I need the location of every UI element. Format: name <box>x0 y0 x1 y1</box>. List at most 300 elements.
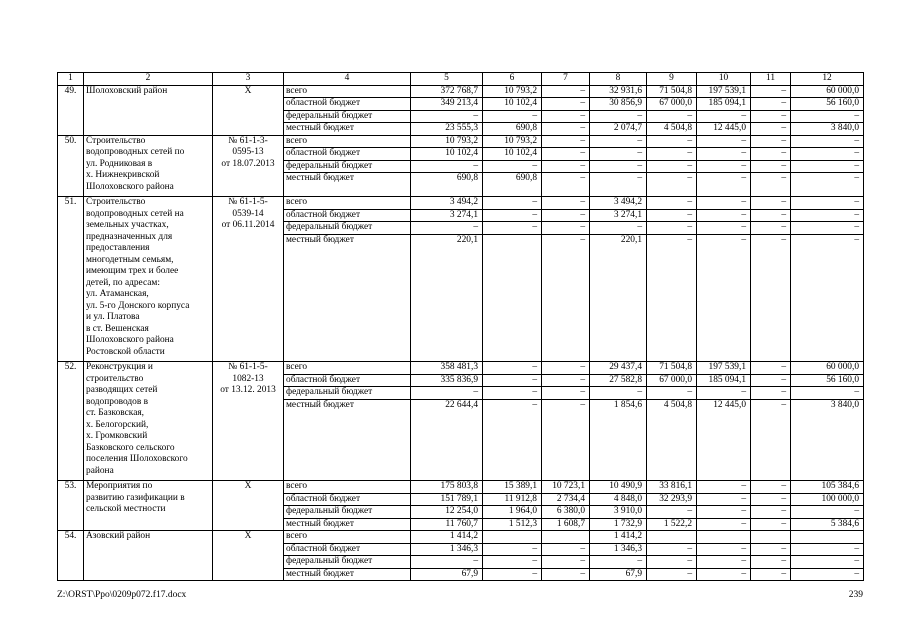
document-reference-line: № 61-1-5- <box>228 197 268 207</box>
amount-cell: 185 094,1 <box>697 98 751 111</box>
amount-cell: – <box>791 197 864 210</box>
amount-cell: – <box>590 135 647 148</box>
amount-cell: – <box>590 110 647 123</box>
amount-cell: 10 490,9 <box>590 481 647 494</box>
amount-cell: – <box>542 209 590 222</box>
table-row <box>58 135 864 148</box>
amount-cell: – <box>411 387 483 400</box>
amount-cell: – <box>791 148 864 161</box>
funding-source: областной бюджет <box>284 98 411 111</box>
amount-cell: 349 213,4 <box>411 98 483 111</box>
amount-cell: 6 380,0 <box>542 506 590 519</box>
amount-cell: – <box>751 209 791 222</box>
amount-cell: – <box>751 197 791 210</box>
amount-cell: 197 539,1 <box>697 362 751 375</box>
amount-cell: – <box>697 543 751 556</box>
amount-cell: – <box>483 362 542 375</box>
amount-cell: – <box>697 493 751 506</box>
column-number: 6 <box>483 73 542 86</box>
amount-cell: – <box>751 556 791 569</box>
amount-cell: – <box>647 173 697 197</box>
amount-cell <box>542 531 590 544</box>
item-name-line: Реконструкция и <box>86 362 153 372</box>
amount-cell: 33 816,1 <box>647 481 697 494</box>
amount-cell: 10 102,4 <box>411 148 483 161</box>
funding-source: областной бюджет <box>284 148 411 161</box>
amount-cell: – <box>751 518 791 531</box>
item-name <box>84 362 213 481</box>
amount-cell: 10 723,1 <box>542 481 590 494</box>
item-name-line: района <box>86 465 114 476</box>
funding-source: всего <box>284 481 411 494</box>
item-name <box>84 85 213 135</box>
table-row <box>58 85 864 98</box>
amount-cell: – <box>542 399 590 481</box>
amount-cell: – <box>483 374 542 387</box>
amount-cell: – <box>697 506 751 519</box>
document-reference <box>213 481 284 531</box>
amount-cell: 690,8 <box>483 123 542 136</box>
amount-cell: – <box>483 160 542 173</box>
amount-cell: – <box>411 556 483 569</box>
amount-cell: 1 608,7 <box>542 518 590 531</box>
amount-cell: – <box>647 222 697 235</box>
amount-cell: – <box>751 85 791 98</box>
amount-cell: – <box>751 222 791 235</box>
amount-cell: 60 000,0 <box>791 362 864 375</box>
item-name-line: детей, по адресам: <box>86 277 160 288</box>
amount-cell: 105 384,6 <box>791 481 864 494</box>
funding-source: областной бюджет <box>284 493 411 506</box>
amount-cell: – <box>647 209 697 222</box>
amount-cell: – <box>697 135 751 148</box>
amount-cell: 690,8 <box>411 173 483 197</box>
funding-source: всего <box>284 362 411 375</box>
item-name-line: Мероприятия по <box>86 481 153 491</box>
amount-cell: 3 494,2 <box>411 197 483 210</box>
document-reference <box>213 362 284 481</box>
item-name-line: ст. Базковская, <box>86 408 145 418</box>
amount-cell: – <box>542 148 590 161</box>
amount-cell: 151 789,1 <box>411 493 483 506</box>
item-name-line: х. Белогорский, <box>86 419 149 430</box>
amount-cell: – <box>751 173 791 197</box>
item-name-line: Строительство <box>86 135 146 146</box>
amount-cell: – <box>751 148 791 161</box>
amount-cell: – <box>751 110 791 123</box>
funding-source: всего <box>284 135 411 148</box>
item-name-line: х. Громковский <box>86 431 148 441</box>
funding-source: федеральный бюджет <box>284 506 411 519</box>
amount-cell: – <box>751 506 791 519</box>
amount-cell: – <box>751 481 791 494</box>
amount-cell: 30 856,9 <box>590 98 647 111</box>
amount-cell: – <box>542 234 590 362</box>
item-name-line: Базковского сельского <box>86 442 175 453</box>
document-reference-line: от 18.07.2013 <box>221 158 275 169</box>
item-name-line: ул. Атаманская, <box>86 289 149 299</box>
column-number: 10 <box>697 73 751 86</box>
amount-cell: – <box>697 518 751 531</box>
column-number: 3 <box>213 73 284 86</box>
amount-cell: – <box>542 110 590 123</box>
item-name <box>84 197 213 362</box>
item-name-line: водопроводных сетей по <box>86 147 185 157</box>
item-name-line: имеющим трех и более <box>86 266 179 276</box>
funding-source: местный бюджет <box>284 399 411 481</box>
document-reference-line: № 61-1-5- <box>228 362 268 372</box>
column-number: 11 <box>751 73 791 86</box>
amount-cell: 220,1 <box>411 234 483 362</box>
amount-cell: 1 346,3 <box>590 543 647 556</box>
amount-cell: – <box>483 543 542 556</box>
amount-cell: 1 964,0 <box>483 506 542 519</box>
amount-cell: – <box>791 543 864 556</box>
amount-cell: 71 504,8 <box>647 362 697 375</box>
amount-cell: 10 102,4 <box>483 98 542 111</box>
amount-cell: 4 504,8 <box>647 399 697 481</box>
item-number: 54. <box>58 531 84 581</box>
amount-cell: 1 414,2 <box>590 531 647 544</box>
amount-cell: 23 555,3 <box>411 123 483 136</box>
amount-cell: – <box>542 160 590 173</box>
amount-cell: – <box>542 543 590 556</box>
amount-cell: – <box>751 123 791 136</box>
amount-cell: – <box>647 234 697 362</box>
item-number: 51. <box>58 197 84 362</box>
item-name-line: предназначенных для <box>86 231 173 242</box>
amount-cell: – <box>697 160 751 173</box>
item-name-line: Шолоховский район <box>86 85 168 96</box>
document-reference-line: Х <box>244 85 252 96</box>
amount-cell: – <box>411 110 483 123</box>
amount-cell: – <box>697 387 751 400</box>
column-number: 12 <box>791 73 864 86</box>
item-name-line: водопроводных сетей на <box>86 208 184 219</box>
amount-cell: 12 445,0 <box>697 399 751 481</box>
amount-cell: – <box>647 110 697 123</box>
item-name-line: предоставления <box>86 243 150 253</box>
funding-source: федеральный бюджет <box>284 556 411 569</box>
item-name-line: Шолоховского района <box>86 335 174 345</box>
amount-cell: 29 437,4 <box>590 362 647 375</box>
amount-cell: 10 793,2 <box>483 85 542 98</box>
amount-cell: – <box>542 374 590 387</box>
item-name-line: ул. Родниковая в <box>86 158 153 169</box>
funding-source: всего <box>284 85 411 98</box>
amount-cell: – <box>411 222 483 235</box>
amount-cell: 27 582,8 <box>590 374 647 387</box>
amount-cell: 3 274,1 <box>590 209 647 222</box>
funding-source: федеральный бюджет <box>284 222 411 235</box>
amount-cell <box>647 531 697 544</box>
amount-cell: 56 160,0 <box>791 374 864 387</box>
amount-cell: 3 840,0 <box>791 399 864 481</box>
amount-cell: – <box>697 209 751 222</box>
amount-cell: 67,9 <box>411 568 483 581</box>
amount-cell: – <box>697 481 751 494</box>
amount-cell: – <box>791 234 864 362</box>
amount-cell: – <box>791 568 864 581</box>
amount-cell: – <box>647 387 697 400</box>
amount-cell: 3 910,0 <box>590 506 647 519</box>
funding-source: местный бюджет <box>284 234 411 362</box>
document-reference-line: Х <box>244 481 252 491</box>
funding-source: федеральный бюджет <box>284 110 411 123</box>
item-name <box>84 481 213 531</box>
funding-source: федеральный бюджет <box>284 387 411 400</box>
amount-cell: 2 734,4 <box>542 493 590 506</box>
amount-cell: 56 160,0 <box>791 98 864 111</box>
amount-cell: 1 512,3 <box>483 518 542 531</box>
amount-cell: – <box>751 234 791 362</box>
amount-cell: – <box>697 173 751 197</box>
amount-cell: – <box>647 148 697 161</box>
amount-cell: – <box>542 123 590 136</box>
item-number: 53. <box>58 481 84 531</box>
amount-cell: – <box>751 493 791 506</box>
amount-cell: – <box>483 399 542 481</box>
amount-cell: 3 274,1 <box>411 209 483 222</box>
amount-cell: 4 848,0 <box>590 493 647 506</box>
amount-cell: – <box>590 160 647 173</box>
amount-cell: 1 854,6 <box>590 399 647 481</box>
document-reference <box>213 531 284 581</box>
amount-cell: – <box>542 85 590 98</box>
amount-cell: – <box>542 568 590 581</box>
footer-file-path: Z:\ORST\Ppo\0209p072.f17.docx <box>57 590 187 600</box>
amount-cell: 32 293,9 <box>647 493 697 506</box>
funding-source: федеральный бюджет <box>284 160 411 173</box>
funding-source: местный бюджет <box>284 123 411 136</box>
amount-cell: – <box>751 135 791 148</box>
amount-cell: 12 445,0 <box>697 123 751 136</box>
amount-cell <box>483 234 542 362</box>
document-reference-line: 0539-14 <box>232 208 264 219</box>
amount-cell: 67 000,0 <box>647 98 697 111</box>
item-name-line: Ростовской области <box>86 346 165 357</box>
amount-cell: – <box>647 568 697 581</box>
item-name-line: и ул. Платова <box>86 312 140 322</box>
amount-cell: – <box>647 543 697 556</box>
document-reference-line: 1082-13 <box>232 373 264 384</box>
item-name <box>84 531 213 581</box>
column-number: 8 <box>590 73 647 86</box>
funding-source: всего <box>284 531 411 544</box>
amount-cell: – <box>542 98 590 111</box>
column-number: 4 <box>284 73 411 86</box>
amount-cell: – <box>697 568 751 581</box>
amount-cell: – <box>751 387 791 400</box>
item-name-line: развитию газификации в <box>86 492 185 503</box>
amount-cell: – <box>647 135 697 148</box>
amount-cell: – <box>751 362 791 375</box>
item-name-line: сельской местности <box>86 504 166 514</box>
amount-cell: 22 644,4 <box>411 399 483 481</box>
amount-cell: 358 481,3 <box>411 362 483 375</box>
amount-cell: – <box>542 556 590 569</box>
item-name-line: земельных участках, <box>86 220 169 230</box>
amount-cell: – <box>791 110 864 123</box>
amount-cell: 15 389,1 <box>483 481 542 494</box>
amount-cell: – <box>647 197 697 210</box>
amount-cell: 372 768,7 <box>411 85 483 98</box>
amount-cell <box>751 531 791 544</box>
item-name-line: Шолоховского района <box>86 181 174 192</box>
amount-cell <box>791 531 864 544</box>
document-reference-line: от 13.12. 2013 <box>220 385 276 395</box>
amount-cell: – <box>791 173 864 197</box>
amount-cell: – <box>751 374 791 387</box>
amount-cell: – <box>483 209 542 222</box>
amount-cell: 32 931,6 <box>590 85 647 98</box>
amount-cell: 1 346,3 <box>411 543 483 556</box>
column-number: 1 <box>58 73 84 86</box>
amount-cell: – <box>697 556 751 569</box>
amount-cell: – <box>791 222 864 235</box>
amount-cell: 10 793,2 <box>483 135 542 148</box>
amount-cell: – <box>697 197 751 210</box>
amount-cell: – <box>697 148 751 161</box>
amount-cell: 71 504,8 <box>647 85 697 98</box>
amount-cell: 197 539,1 <box>697 85 751 98</box>
amount-cell: – <box>751 543 791 556</box>
amount-cell: – <box>647 160 697 173</box>
amount-cell: 1 414,2 <box>411 531 483 544</box>
amount-cell: – <box>483 568 542 581</box>
amount-cell: – <box>697 222 751 235</box>
funding-source: местный бюджет <box>284 518 411 531</box>
item-name-line: поселения Шолоховского <box>86 454 188 464</box>
amount-cell: – <box>751 160 791 173</box>
amount-cell: – <box>483 387 542 400</box>
item-name-line: х. Нижнекривской <box>86 170 160 180</box>
amount-cell: – <box>791 160 864 173</box>
amount-cell: 12 254,0 <box>411 506 483 519</box>
funding-source: областной бюджет <box>284 209 411 222</box>
amount-cell: 690,8 <box>483 173 542 197</box>
amount-cell: – <box>590 387 647 400</box>
amount-cell: – <box>590 556 647 569</box>
item-number: 50. <box>58 135 84 197</box>
amount-cell: – <box>647 506 697 519</box>
amount-cell: 185 094,1 <box>697 374 751 387</box>
amount-cell: 100 000,0 <box>791 493 864 506</box>
amount-cell: – <box>542 197 590 210</box>
item-number: 52. <box>58 362 84 481</box>
document-reference <box>213 135 284 197</box>
document-reference-line: 0595-13 <box>232 147 264 157</box>
amount-cell <box>483 531 542 544</box>
amount-cell: 3 840,0 <box>791 123 864 136</box>
table-row <box>58 481 864 494</box>
funding-source: местный бюджет <box>284 173 411 197</box>
amount-cell: – <box>751 399 791 481</box>
amount-cell: 335 836,9 <box>411 374 483 387</box>
amount-cell: – <box>590 222 647 235</box>
amount-cell: – <box>647 556 697 569</box>
amount-cell: – <box>791 556 864 569</box>
amount-cell: 220,1 <box>590 234 647 362</box>
item-name-line: ул. 5-го Донского корпуса <box>86 300 190 311</box>
amount-cell: 11 760,7 <box>411 518 483 531</box>
amount-cell: 60 000,0 <box>791 85 864 98</box>
funding-source: областной бюджет <box>284 543 411 556</box>
amount-cell: – <box>542 135 590 148</box>
amount-cell: – <box>697 234 751 362</box>
funding-source: местный бюджет <box>284 568 411 581</box>
item-name-line: строительство <box>86 373 144 384</box>
amount-cell: – <box>590 148 647 161</box>
funding-source: всего <box>284 197 411 210</box>
amount-cell: – <box>791 135 864 148</box>
amount-cell: – <box>483 110 542 123</box>
amount-cell: 175 803,8 <box>411 481 483 494</box>
item-name-line: разводящих сетей <box>86 385 158 395</box>
item-number: 49. <box>58 85 84 135</box>
item-name <box>84 135 213 197</box>
amount-cell: – <box>411 160 483 173</box>
amount-cell: 1 732,9 <box>590 518 647 531</box>
table-row <box>58 197 864 210</box>
amount-cell: – <box>791 387 864 400</box>
amount-cell: – <box>542 387 590 400</box>
amount-cell: – <box>542 222 590 235</box>
document-reference-line: № 61-1-3- <box>228 135 268 146</box>
column-number: 5 <box>411 73 483 86</box>
amount-cell: – <box>542 362 590 375</box>
column-number: 7 <box>542 73 590 86</box>
item-name-line: многодетным семьям, <box>86 254 174 265</box>
table-row <box>58 362 864 375</box>
item-name-line: Азовский район <box>86 531 151 541</box>
budget-table <box>57 72 864 581</box>
document-reference-line: от 06.11.2014 <box>221 220 275 230</box>
amount-cell: 10 793,2 <box>411 135 483 148</box>
amount-cell: 67,9 <box>590 568 647 581</box>
amount-cell: – <box>483 197 542 210</box>
amount-cell: – <box>590 173 647 197</box>
amount-cell: – <box>483 222 542 235</box>
item-name-line: в ст. Вешенская <box>86 323 149 334</box>
amount-cell: – <box>751 568 791 581</box>
amount-cell: 5 384,6 <box>791 518 864 531</box>
amount-cell: 67 000,0 <box>647 374 697 387</box>
amount-cell: – <box>483 556 542 569</box>
funding-source: областной бюджет <box>284 374 411 387</box>
page-number: 239 <box>848 590 863 600</box>
header-row <box>58 73 864 86</box>
amount-cell: – <box>697 110 751 123</box>
amount-cell <box>697 531 751 544</box>
column-number: 2 <box>84 73 213 86</box>
amount-cell: – <box>751 98 791 111</box>
table-row <box>58 531 864 544</box>
document-reference-line: Х <box>244 531 252 541</box>
amount-cell: – <box>791 209 864 222</box>
amount-cell: 10 102,4 <box>483 148 542 161</box>
column-number: 9 <box>647 73 697 86</box>
amount-cell: 2 074,7 <box>590 123 647 136</box>
amount-cell: – <box>791 506 864 519</box>
document-reference <box>213 85 284 135</box>
item-name-line: водопроводов в <box>86 396 149 407</box>
amount-cell: 4 504,8 <box>647 123 697 136</box>
amount-cell: 1 522,2 <box>647 518 697 531</box>
amount-cell: – <box>542 173 590 197</box>
item-name-line: Строительство <box>86 197 146 207</box>
amount-cell: 3 494,2 <box>590 197 647 210</box>
